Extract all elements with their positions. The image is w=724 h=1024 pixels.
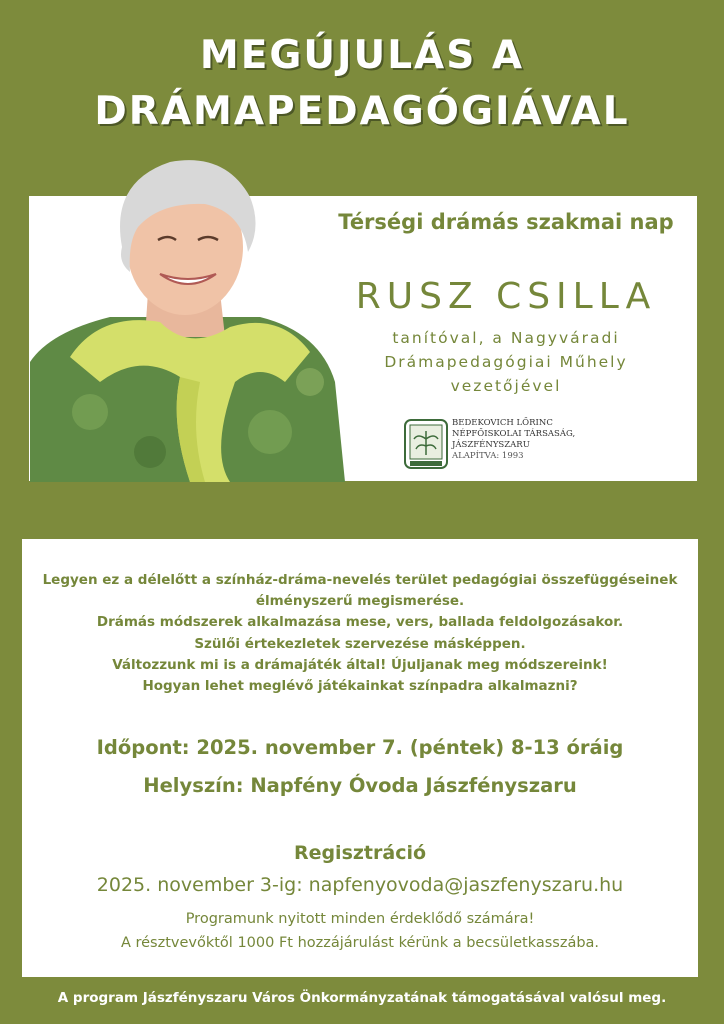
description-line: Szülői értekezletek szervezése másképpen. (194, 635, 526, 652)
organization-line: JÁSZFÉNYSZARU (452, 440, 530, 450)
description-line: élményszerű megismerése. (255, 593, 465, 610)
title-line-1: MEGÚJULÁS A (199, 33, 525, 78)
title-line-2: DRÁMAPEDAGÓGIÁVAL (94, 89, 630, 134)
organization-name (452, 418, 692, 462)
registration-deadline: 2025. november 3-ig: napfenyovoda@jaszfenyszaru.hu (96, 874, 624, 896)
role-line: tanítóval, a Nagyváradi (392, 329, 620, 347)
event-description (22, 570, 698, 697)
role-line: vezetőjével (450, 377, 562, 395)
sponsor-footer: A program Jászfényszaru Város Önkormányzatának támogatásával valósul meg. (57, 990, 667, 1006)
event-subtitle: Térségi drámás szakmai nap (338, 210, 674, 234)
event-place: Helyszín: Napfény Óvoda Jászfényszaru (143, 774, 577, 797)
registration-note: A résztvevőktől 1000 Ft hozzájárulást kérünk a becsületkasszába. (120, 935, 600, 951)
description-line: Hogyan lehet meglévő játékainkat színpadra alkalmazni? (142, 678, 578, 695)
speaker-role (300, 326, 712, 398)
description-line: Drámás módszerek alkalmazása mese, vers, ballada feldolgozásakor. (96, 614, 624, 631)
organization-line: NÉPFŐISKOLAI TÁRSASÁG, (452, 429, 576, 439)
registration-title: Regisztráció (293, 842, 427, 864)
registration-note: Programunk nyitott minden érdeklődő számára! (185, 911, 535, 927)
organization-logo (404, 419, 448, 469)
organization-line: BEDEKOVICH LŐRINC (452, 418, 553, 428)
description-line: Legyen ez a délelőtt a színház-dráma-nevelés terület pedagógiai összefüggéseinek (42, 572, 678, 588)
speaker-photo (30, 152, 345, 482)
registration-notes (22, 907, 698, 955)
speaker-name: RUSZ CSILLA (355, 276, 657, 317)
description-line: Változzunk mi is a drámajáték által! Újuljanak meg módszereink! (112, 656, 608, 673)
event-time: Időpont: 2025. november 7. (péntek) 8-13 óráig (96, 736, 624, 759)
poster-title (0, 28, 724, 140)
organization-founded: ALAPÍTVA: 1993 (452, 451, 524, 461)
role-line: Drámapedagógiai Műhely (384, 353, 628, 371)
